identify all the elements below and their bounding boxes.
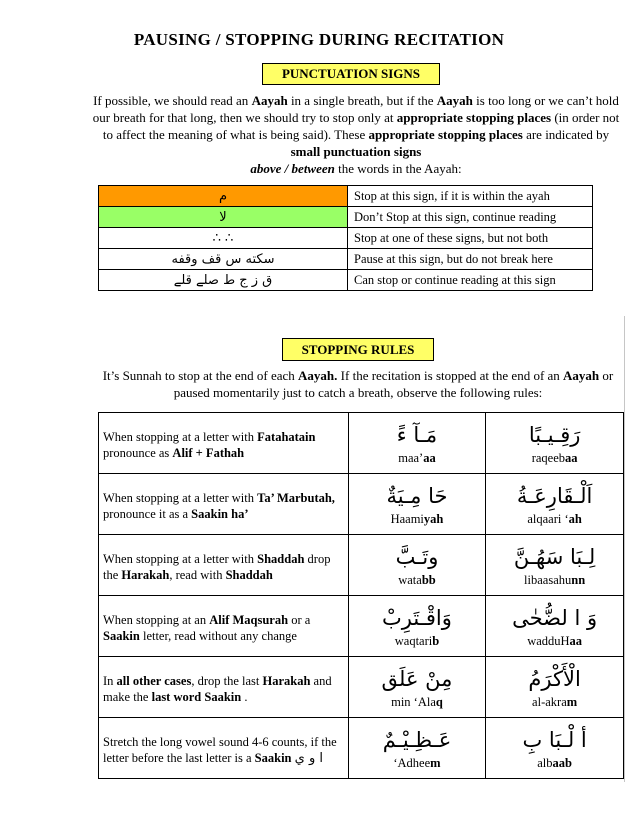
example-cell xyxy=(348,657,486,718)
transliteration: al-akram xyxy=(532,695,578,709)
example-cell xyxy=(348,718,486,779)
transliteration: albaab xyxy=(537,756,572,770)
sign-description: Stop at this sign, if it is within the ayah xyxy=(348,186,593,207)
arabic-example: وتَـبَّ xyxy=(395,545,439,569)
transliteration: alqaari ‘ah xyxy=(527,512,582,526)
example-cell xyxy=(348,413,486,474)
arabic-example: مِنْ عَلَق xyxy=(381,667,453,691)
example-cell xyxy=(486,413,624,474)
sign-symbol: سكته س قف وقفه xyxy=(99,249,348,270)
transliteration: wadduHaa xyxy=(527,634,583,648)
example-cell xyxy=(486,474,624,535)
arabic-example: عَـظِـيْـمٌ xyxy=(382,728,452,752)
stopping-rules-table xyxy=(98,412,624,779)
transliteration: waqtarib xyxy=(394,634,440,648)
long-vowel-letters: ا و ي xyxy=(294,750,323,766)
arabic-example: وَ ا لضُّحٰى xyxy=(512,606,598,630)
sign-row xyxy=(99,249,593,270)
example-cell xyxy=(486,718,624,779)
sign-row xyxy=(99,207,593,228)
intro-paragraph: If possible, we should read an Aayah in a single breath, but if the Aayah is too long or we can’t hold our breath for that long, then we should try to stop only at appropriate stopping places (in order not to affect the meaning of what is being said). These appropriate stopping places are indicated by small punctuation signs above / between the words in the Aayah: xyxy=(92,93,620,176)
example-cell xyxy=(348,596,486,657)
rule-row xyxy=(99,657,624,718)
rule-row xyxy=(99,535,624,596)
example-cell xyxy=(348,474,486,535)
stopping-rules-heading: STOPPING RULES xyxy=(282,338,434,361)
arabic-example: الْأَكْرَمُ xyxy=(528,667,581,691)
arabic-example: مَـآ ءً xyxy=(396,423,438,447)
rule-row xyxy=(99,474,624,535)
rule-text: When stopping at a letter with Shaddah drop the Harakah, read with Shaddah xyxy=(99,535,349,596)
sign-symbol: لا xyxy=(99,207,348,228)
rule-text: In all other cases, drop the last Harakah and make the last word Saakin . xyxy=(99,657,349,718)
page-title: PAUSING / STOPPING DURING RECITATION xyxy=(133,30,505,49)
punctuation-signs-heading: PUNCTUATION SIGNS xyxy=(262,63,440,85)
sign-row xyxy=(99,270,593,291)
arabic-example: لِـبَا سَهُـنَّ xyxy=(513,545,596,569)
rule-text: Stretch the long vowel sound 4-6 counts, if the letter before the last letter is a Saakin ا و ي xyxy=(99,718,349,779)
sign-row xyxy=(99,228,593,249)
sign-description: Can stop or continue reading at this sign xyxy=(348,270,593,291)
example-cell xyxy=(486,535,624,596)
arabic-example: اَلْـقَارِعَـةُ xyxy=(516,484,593,508)
punctuation-signs-table xyxy=(98,185,593,291)
example-cell xyxy=(486,596,624,657)
stopping-intro-paragraph: It’s Sunnah to stop at the end of each Aayah. If the recitation is stopped at the end of an Aayah or paused momentarily just to catch a breath, observe the following rules: xyxy=(102,368,614,400)
rule-row xyxy=(99,596,624,657)
arabic-example: وَاقْـتَرِبْ xyxy=(382,606,452,630)
rule-text: When stopping at an Alif Maqsurah or a Saakin letter, read without any change xyxy=(99,596,349,657)
sign-symbol: م xyxy=(99,186,348,207)
sign-symbol: ق ز ج ط صلے قلے xyxy=(99,270,348,291)
transliteration: raqeebaa xyxy=(531,451,578,465)
transliteration: maa’aa xyxy=(398,451,436,465)
arabic-example: رَقِـيـبًا xyxy=(528,423,581,447)
example-cell xyxy=(348,535,486,596)
transliteration: min ‘Alaq xyxy=(391,695,443,709)
sign-description: Stop at one of these signs, but not both xyxy=(348,228,593,249)
transliteration: watabb xyxy=(398,573,436,587)
rule-text: When stopping at a letter with Fatahatain pronounce as Alif + Fathah xyxy=(99,413,349,474)
transliteration: libaasahunn xyxy=(524,573,586,587)
sign-description: Pause at this sign, but do not break here xyxy=(348,249,593,270)
arabic-example: حَا مِـيَةٌ xyxy=(386,484,448,508)
rule-row xyxy=(99,718,624,779)
sign-description: Don’t Stop at this sign, continue reading xyxy=(348,207,593,228)
rule-text: When stopping at a letter with Ta’ Marbutah, pronounce it as a Saakin ha’ xyxy=(99,474,349,535)
arabic-example: أ لْـبَا بِ xyxy=(522,728,587,752)
rule-row xyxy=(99,413,624,474)
example-cell xyxy=(486,657,624,718)
transliteration: ‘Adheem xyxy=(393,756,441,770)
transliteration: Haamiyah xyxy=(390,512,444,526)
sign-row xyxy=(99,186,593,207)
sign-symbol: ∴ ∴ xyxy=(99,228,348,249)
